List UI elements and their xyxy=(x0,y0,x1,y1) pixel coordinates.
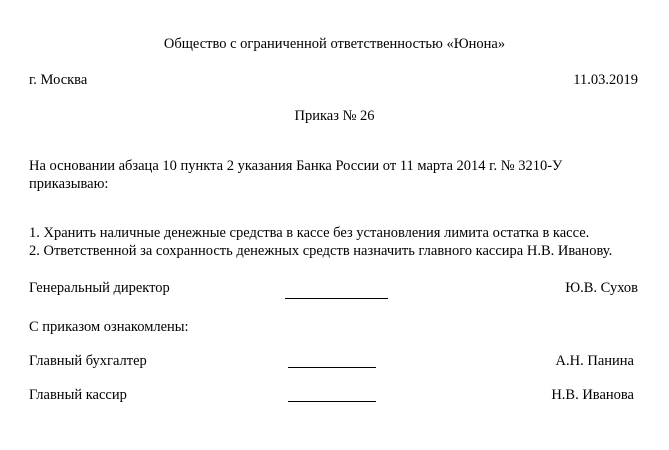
signatory-name: А.Н. Панина xyxy=(555,353,634,369)
director-name: Ю.В. Сухов xyxy=(565,280,638,296)
signatory-position: Главный кассир xyxy=(29,387,127,403)
signatory-name: Н.В. Иванова xyxy=(551,387,634,403)
signature-line xyxy=(288,367,376,368)
order-title: Приказ № 26 xyxy=(294,108,375,124)
basis-text-line2: приказываю: xyxy=(29,176,109,192)
signatory-position: Главный бухгалтер xyxy=(29,353,147,369)
director-position: Генеральный директор xyxy=(29,280,170,296)
order-item-2: 2. Ответственной за сохранность денежных средств назначить главного кассира Н.В. Иванову. xyxy=(29,243,613,259)
city: г. Москва xyxy=(29,72,88,88)
organization-name: Общество с ограниченной ответственностью «Юнона» xyxy=(163,36,506,52)
signature-line xyxy=(288,401,376,402)
order-item-1: 1. Хранить наличные денежные средства в кассе без установления лимита остатка в кассе. xyxy=(29,225,590,241)
acquainted-label: С приказом ознакомлены: xyxy=(29,319,189,335)
director-signature-line xyxy=(285,298,388,299)
basis-text-line1: На основании абзаца 10 пункта 2 указания Банка России от 11 марта 2014 г. № 3210-У xyxy=(29,158,563,174)
document-date: 11.03.2019 xyxy=(573,72,638,88)
